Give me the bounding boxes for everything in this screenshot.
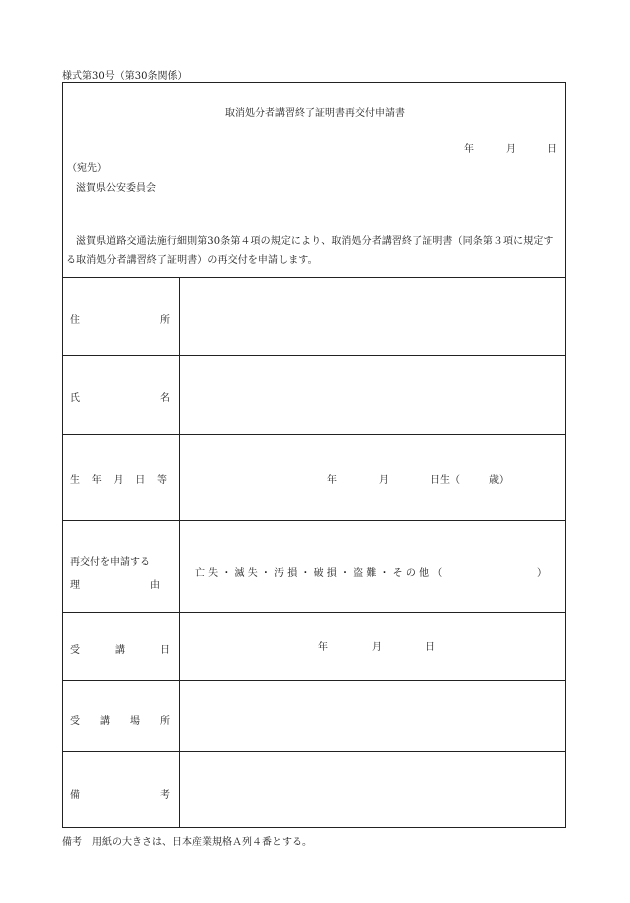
- label-char: 理: [70, 580, 80, 591]
- date-year-label: 年: [464, 144, 474, 155]
- row-divider: [62, 520, 566, 521]
- course-date-label: [70, 641, 170, 656]
- application-statement: 滋賀県道路交通法施行細則第30条第４項の規定により、取消処分者講習終了証明書（同条第３項に規定する取消処分者講習終了証明書）の再交付を申請します。: [66, 236, 554, 266]
- remarks-label: [70, 786, 170, 801]
- label-char: 講: [100, 716, 110, 727]
- reason-close-paren: ）: [537, 568, 547, 579]
- label-char: 名: [160, 393, 170, 404]
- label-char: 由: [150, 580, 160, 591]
- label-char: 等: [157, 475, 167, 486]
- label-char: 受: [70, 716, 80, 727]
- address-label: [70, 311, 170, 326]
- course-month-label: 月: [372, 642, 382, 653]
- date-day-label: 日: [547, 144, 557, 155]
- birth-month-label: 月: [379, 475, 389, 486]
- course-place-field[interactable]: [180, 681, 565, 750]
- label-char: 月: [113, 475, 124, 486]
- label-char: 受: [70, 645, 80, 656]
- course-day-label: 日: [425, 642, 435, 653]
- reason-label-line1: 再交付を申請する: [70, 557, 150, 568]
- label-char: 年: [91, 475, 102, 486]
- form-number: 様式第30号（第30条関係）: [62, 71, 188, 82]
- birth-year-label: 年: [327, 475, 337, 486]
- label-char: 日: [160, 645, 170, 656]
- label-char: 考: [160, 790, 170, 801]
- name-field[interactable]: [180, 356, 565, 433]
- remarks-field[interactable]: [180, 752, 565, 827]
- address-field[interactable]: [180, 278, 565, 354]
- reason-options[interactable]: 亡 失 ・ 滅 失 ・ 汚 損 ・ 破 損 ・ 盗 難 ・ そ の 他 （: [195, 568, 443, 579]
- addressee-name: 滋賀県公安委員会: [76, 183, 156, 194]
- reason-label-line2: [70, 576, 160, 591]
- form-title: 取消処分者講習終了証明書再交付申請書: [225, 108, 405, 119]
- age-label: 歳）: [489, 475, 509, 486]
- name-label: [70, 389, 170, 404]
- label-char: 日: [135, 475, 146, 486]
- label-char: 場: [130, 716, 140, 727]
- label-char: 講: [115, 645, 125, 656]
- label-char: 氏: [70, 393, 80, 404]
- birthdate-label: [70, 471, 167, 486]
- label-char: 備: [70, 790, 80, 801]
- label-char: 所: [160, 716, 170, 727]
- birth-day-label: 日生（: [430, 475, 460, 486]
- paper-size-note: 備考 用紙の大きさは、日本産業規格Ａ列４番とする。: [62, 837, 312, 848]
- label-char: 生: [70, 475, 80, 486]
- label-char: 所: [160, 315, 170, 326]
- course-place-label: [70, 712, 170, 727]
- course-year-label: 年: [318, 642, 328, 653]
- date-month-label: 月: [506, 144, 516, 155]
- addressee-label: （宛先）: [67, 163, 107, 174]
- label-char: 住: [70, 315, 80, 326]
